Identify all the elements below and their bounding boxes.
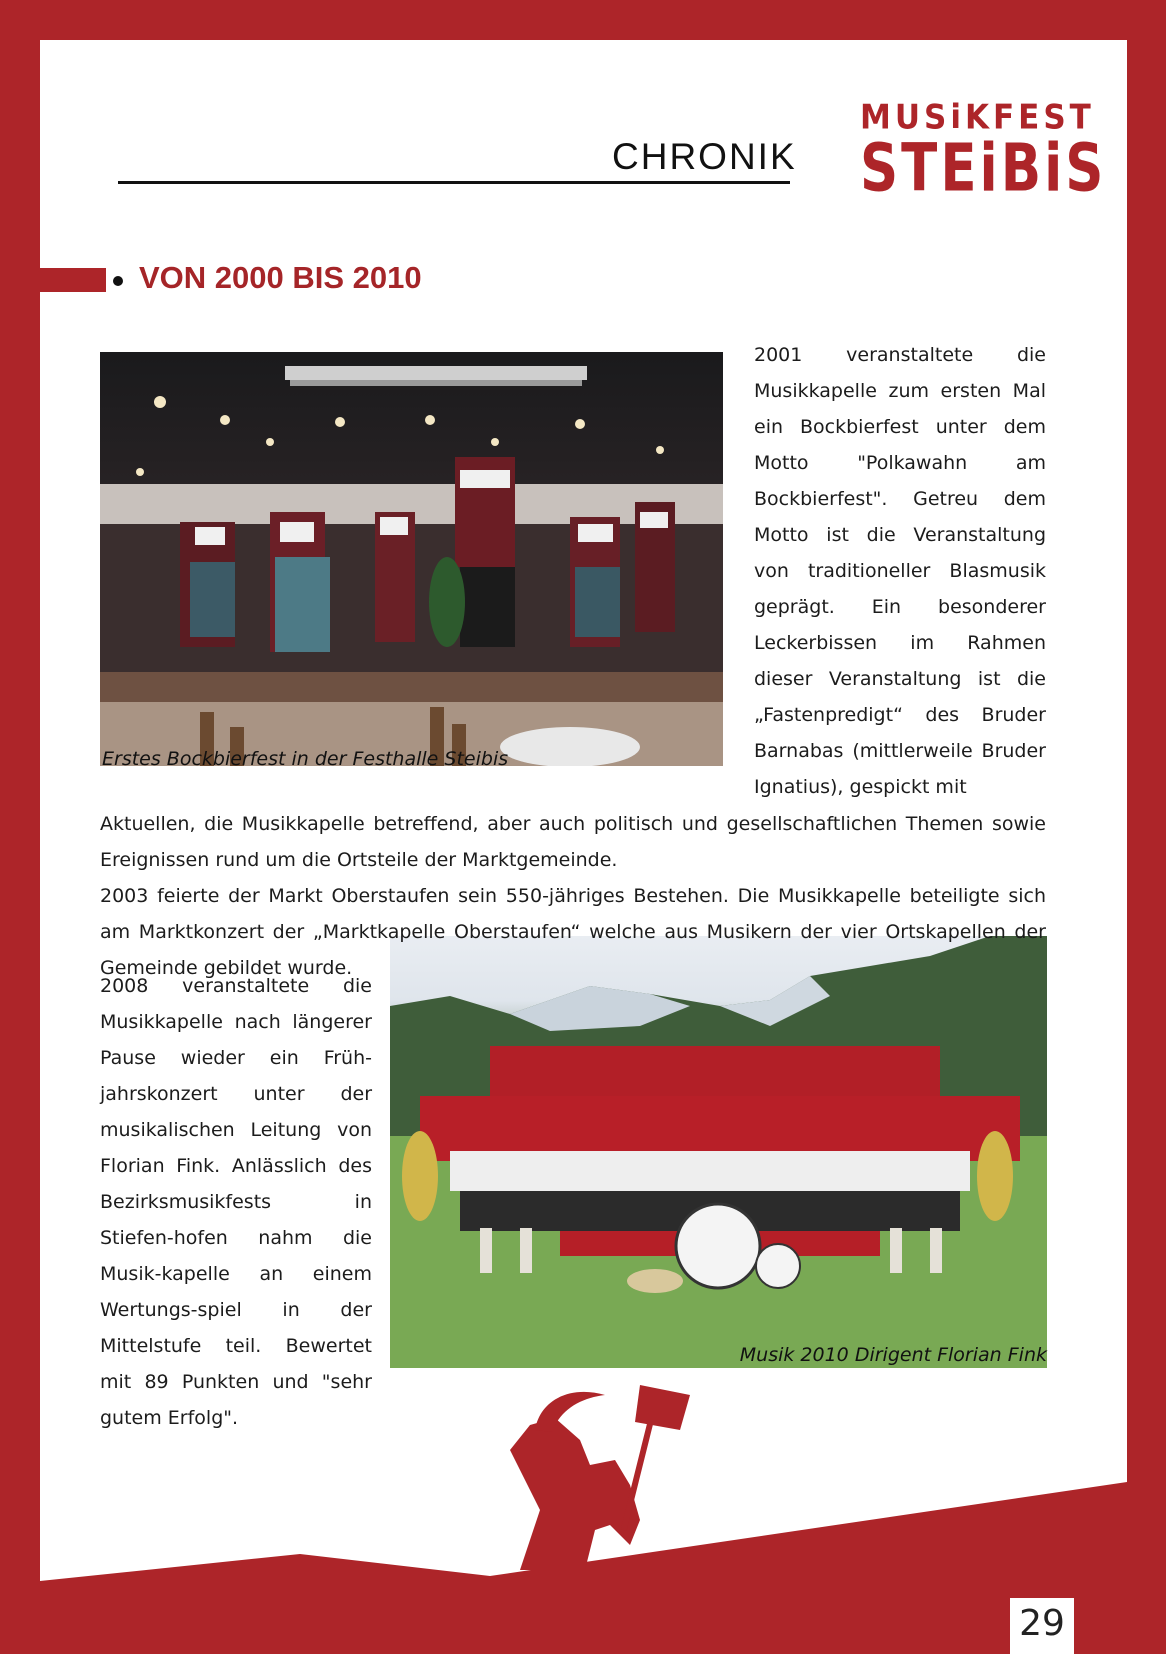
paragraph-2001-start: 2001 veranstaltete die Musikkapelle zum ersten Mal ein Bockbierfest unter dem Motto "Polkawahn am Bockbierfest". Getreu dem Motto ist die Veranstaltung von traditioneller Blasmusik geprägt. Ein besonderer Leckerbissen im Rahmen dieser Veranstaltung ist die „Fastenpredigt“ des Bruder Barnabas (mittlerweile Bruder Ignatius), gespickt mit <box>754 344 1046 798</box>
section-title: VON 2000 BIS 2010 <box>139 260 422 295</box>
ibex-mascot-icon <box>510 1385 690 1570</box>
paragraph-2008: 2008 veranstaltete die Musikkapelle nach längerer Pause wieder ein Früh-jahrskonzert unter der musikalischen Leitung von Florian Fink. Anlässlich des Bezirksmusikfests in Stiefen-hofen nahm die Musik-kapelle an einem Wertungs-spiel in der Mittelstufe teil. Bewertet mit 89 Punkten und "sehr gutem Erfolg". <box>100 975 372 1429</box>
page-title: CHRONIK <box>612 136 797 177</box>
page-number: 29 <box>1019 1603 1065 1644</box>
page <box>40 40 1127 1614</box>
footer-band <box>40 40 1127 1614</box>
paragraph-2003: 2003 feierte der Markt Oberstaufen sein 550-jähriges Bestehen. Die Musikkapelle beteiligte sich am Marktkonzert der „Marktkapelle Oberstaufen“ welche aus Musikern der vier Ortskapellen der Gemeinde gebildet wurde. <box>100 885 1046 979</box>
logo-bottom-text: STEiBiS <box>860 130 1107 207</box>
caption-photo-bockbierfest: Erstes Bockbierfest in der Festhalle Steibis <box>102 748 509 770</box>
caption-photo-musikkapelle: Musik 2010 Dirigent Florian Fink <box>739 1344 1047 1366</box>
paragraph-2001-end: Aktuellen, die Musikkapelle betreffend, aber auch politisch und gesellschaftlichen Themen sowie Ereignissen rund um die Ortsteile der Marktgemeinde. <box>100 813 1046 871</box>
logo-top-text: MUSiKFEST <box>860 97 1095 138</box>
